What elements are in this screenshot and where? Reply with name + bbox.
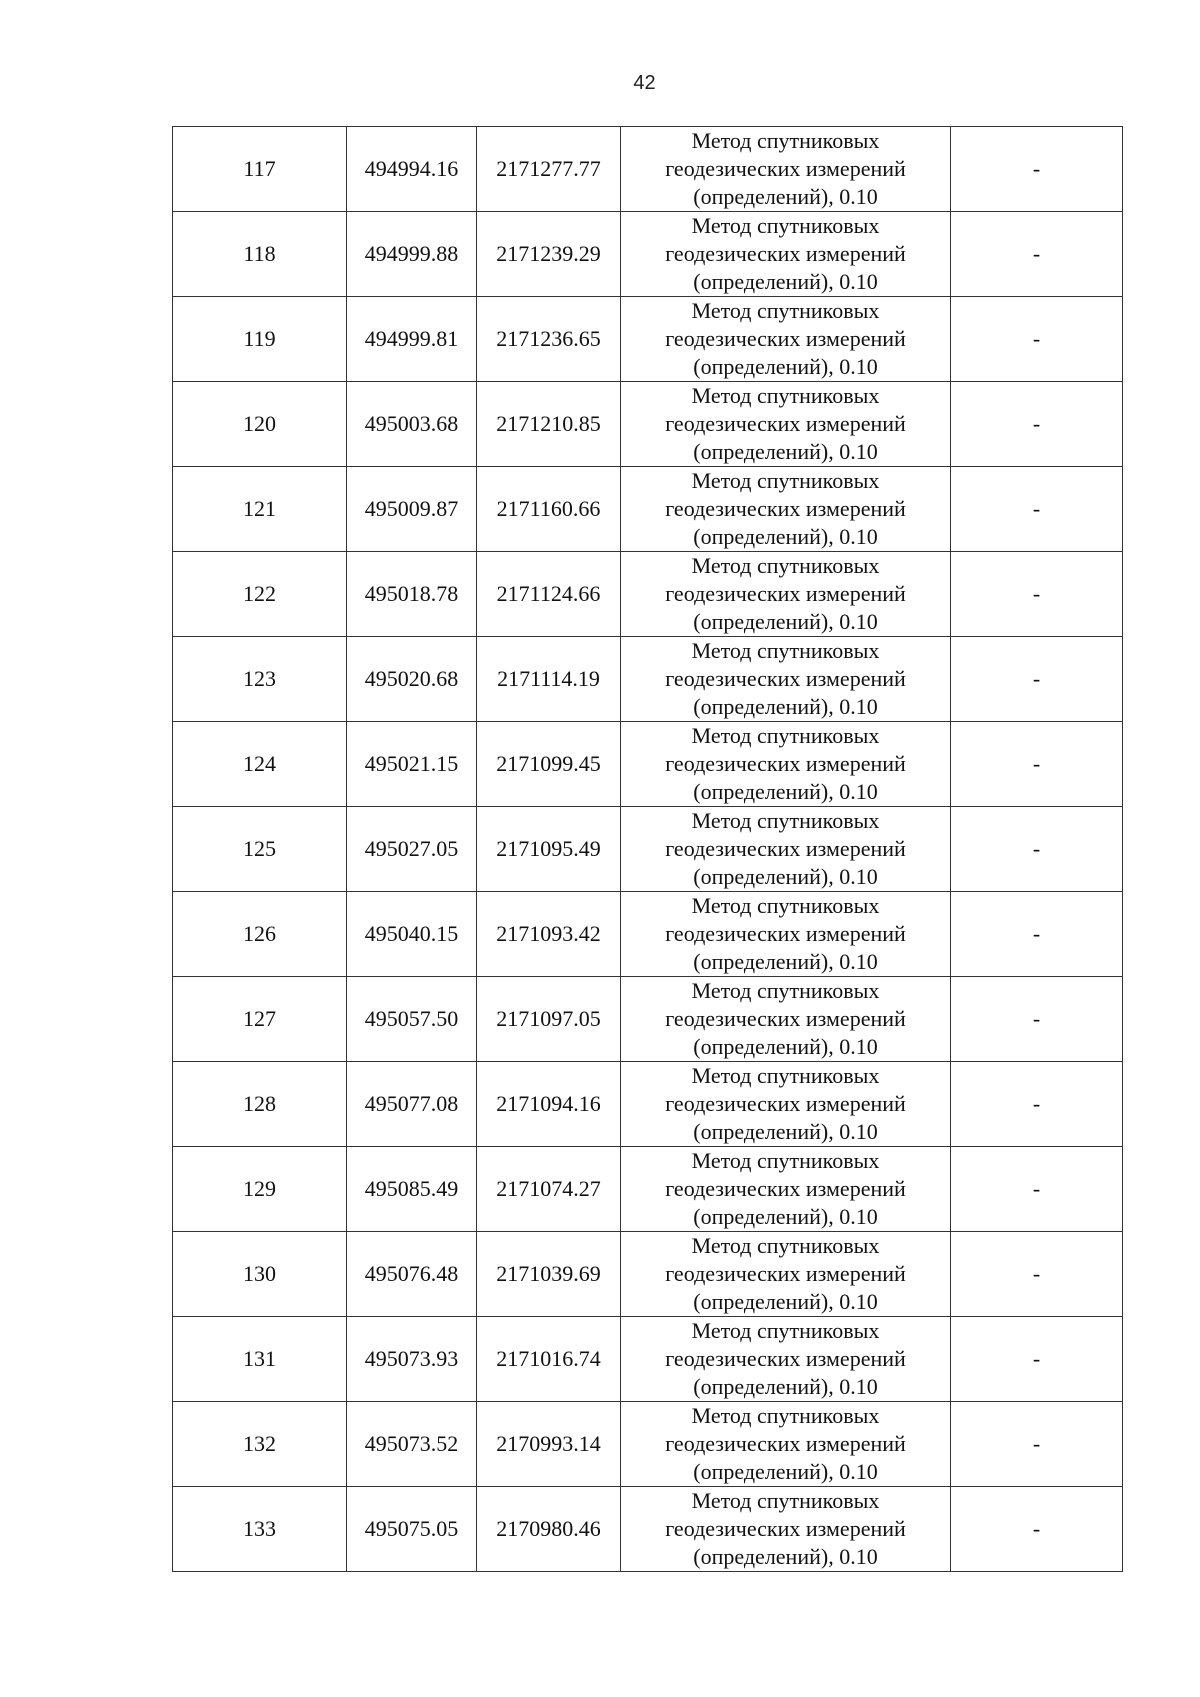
table-row bbox=[173, 467, 1123, 552]
method-text-line: Метод спутниковых bbox=[691, 213, 880, 238]
method-text-line: геодезических измерений bbox=[665, 581, 906, 606]
y-coordinate-cell: 2171016.74 bbox=[477, 1317, 621, 1402]
method-text-line: Метод спутниковых bbox=[691, 383, 880, 408]
table-row bbox=[173, 892, 1123, 977]
point-number-cell: 128 bbox=[173, 1062, 347, 1147]
y-coordinate-cell: 2171210.85 bbox=[477, 382, 621, 467]
method-cell bbox=[621, 552, 951, 637]
y-coordinate-cell: 2171160.66 bbox=[477, 467, 621, 552]
method-cell bbox=[621, 1402, 951, 1487]
method-text-line: Метод спутниковых bbox=[691, 893, 880, 918]
method-text-line: Метод спутниковых bbox=[691, 978, 880, 1003]
point-number-cell: 125 bbox=[173, 807, 347, 892]
method-text-line: геодезических измерений bbox=[665, 156, 906, 181]
method-cell bbox=[621, 637, 951, 722]
description-cell: - bbox=[951, 1147, 1123, 1232]
method-cell bbox=[621, 467, 951, 552]
method-cell bbox=[621, 977, 951, 1062]
coordinates-table bbox=[172, 126, 1123, 1572]
method-text-line: геодезических измерений bbox=[665, 1261, 906, 1286]
table-row bbox=[173, 382, 1123, 467]
description-cell: - bbox=[951, 1402, 1123, 1487]
point-number-cell: 130 bbox=[173, 1232, 347, 1317]
y-coordinate-cell: 2171074.27 bbox=[477, 1147, 621, 1232]
x-coordinate-cell: 495021.15 bbox=[347, 722, 477, 807]
description-cell: - bbox=[951, 212, 1123, 297]
method-text-line: (определений), 0.10 bbox=[693, 609, 878, 634]
method-text-line: геодезических измерений bbox=[665, 1516, 906, 1541]
point-number-cell: 117 bbox=[173, 127, 347, 212]
method-text-line: Метод спутниковых bbox=[691, 808, 880, 833]
method-text-line: (определений), 0.10 bbox=[693, 524, 878, 549]
y-coordinate-cell: 2171099.45 bbox=[477, 722, 621, 807]
method-text-line: геодезических измерений bbox=[665, 836, 906, 861]
point-number-cell: 131 bbox=[173, 1317, 347, 1402]
table-row bbox=[173, 127, 1123, 212]
method-cell bbox=[621, 127, 951, 212]
table-row bbox=[173, 1402, 1123, 1487]
page-number: 42 bbox=[633, 72, 656, 94]
point-number-cell: 120 bbox=[173, 382, 347, 467]
table-row bbox=[173, 1147, 1123, 1232]
point-number-cell: 126 bbox=[173, 892, 347, 977]
method-text-line: (определений), 0.10 bbox=[693, 1034, 878, 1059]
method-text-line: (определений), 0.10 bbox=[693, 864, 878, 889]
method-cell bbox=[621, 212, 951, 297]
description-cell: - bbox=[951, 382, 1123, 467]
method-cell bbox=[621, 1062, 951, 1147]
method-text-line: (определений), 0.10 bbox=[693, 1289, 878, 1314]
method-text-line: Метод спутниковых bbox=[691, 128, 880, 153]
method-text-line: Метод спутниковых bbox=[691, 638, 880, 663]
method-text-line: Метод спутниковых bbox=[691, 1148, 880, 1173]
method-text-line: (определений), 0.10 bbox=[693, 1204, 878, 1229]
method-text-line: геодезических измерений bbox=[665, 1091, 906, 1116]
table-row bbox=[173, 637, 1123, 722]
method-cell bbox=[621, 1147, 951, 1232]
table-row bbox=[173, 977, 1123, 1062]
table-row bbox=[173, 1062, 1123, 1147]
method-text-line: геодезических измерений bbox=[665, 1346, 906, 1371]
method-text-line: (определений), 0.10 bbox=[693, 1544, 878, 1569]
y-coordinate-cell: 2171239.29 bbox=[477, 212, 621, 297]
description-cell: - bbox=[951, 467, 1123, 552]
table-row bbox=[173, 212, 1123, 297]
method-text-line: (определений), 0.10 bbox=[693, 1459, 878, 1484]
y-coordinate-cell: 2171124.66 bbox=[477, 552, 621, 637]
method-text-line: Метод спутниковых bbox=[691, 298, 880, 323]
table-row bbox=[173, 552, 1123, 637]
x-coordinate-cell: 495076.48 bbox=[347, 1232, 477, 1317]
method-text-line: (определений), 0.10 bbox=[693, 694, 878, 719]
y-coordinate-cell: 2171236.65 bbox=[477, 297, 621, 382]
method-cell bbox=[621, 1232, 951, 1317]
y-coordinate-cell: 2170993.14 bbox=[477, 1402, 621, 1487]
x-coordinate-cell: 495018.78 bbox=[347, 552, 477, 637]
y-coordinate-cell: 2171114.19 bbox=[477, 637, 621, 722]
description-cell: - bbox=[951, 892, 1123, 977]
point-number-cell: 119 bbox=[173, 297, 347, 382]
point-number-cell: 127 bbox=[173, 977, 347, 1062]
point-number-cell: 123 bbox=[173, 637, 347, 722]
method-text-line: Метод спутниковых bbox=[691, 1488, 880, 1513]
point-number-cell: 118 bbox=[173, 212, 347, 297]
method-text-line: (определений), 0.10 bbox=[693, 779, 878, 804]
description-cell: - bbox=[951, 127, 1123, 212]
y-coordinate-cell: 2171097.05 bbox=[477, 977, 621, 1062]
method-text-line: геодезических измерений bbox=[665, 326, 906, 351]
table-row bbox=[173, 1317, 1123, 1402]
method-cell bbox=[621, 1487, 951, 1572]
method-text-line: Метод спутниковых bbox=[691, 1403, 880, 1428]
point-number-cell: 121 bbox=[173, 467, 347, 552]
x-coordinate-cell: 495073.52 bbox=[347, 1402, 477, 1487]
method-text-line: геодезических измерений bbox=[665, 241, 906, 266]
point-number-cell: 122 bbox=[173, 552, 347, 637]
point-number-cell: 124 bbox=[173, 722, 347, 807]
description-cell: - bbox=[951, 977, 1123, 1062]
description-cell: - bbox=[951, 552, 1123, 637]
method-text-line: (определений), 0.10 bbox=[693, 354, 878, 379]
method-text-line: геодезических измерений bbox=[665, 496, 906, 521]
description-cell: - bbox=[951, 807, 1123, 892]
method-text-line: (определений), 0.10 bbox=[693, 1374, 878, 1399]
x-coordinate-cell: 495040.15 bbox=[347, 892, 477, 977]
x-coordinate-cell: 495075.05 bbox=[347, 1487, 477, 1572]
method-cell bbox=[621, 722, 951, 807]
y-coordinate-cell: 2171093.42 bbox=[477, 892, 621, 977]
y-coordinate-cell: 2171277.77 bbox=[477, 127, 621, 212]
description-cell: - bbox=[951, 722, 1123, 807]
x-coordinate-cell: 494999.81 bbox=[347, 297, 477, 382]
x-coordinate-cell: 494994.16 bbox=[347, 127, 477, 212]
x-coordinate-cell: 495009.87 bbox=[347, 467, 477, 552]
method-text-line: Метод спутниковых bbox=[691, 723, 880, 748]
point-number-cell: 133 bbox=[173, 1487, 347, 1572]
method-text-line: (определений), 0.10 bbox=[693, 1119, 878, 1144]
description-cell: - bbox=[951, 1232, 1123, 1317]
method-cell bbox=[621, 892, 951, 977]
point-number-cell: 132 bbox=[173, 1402, 347, 1487]
method-text-line: (определений), 0.10 bbox=[693, 269, 878, 294]
method-text-line: геодезических измерений bbox=[665, 1006, 906, 1031]
description-cell: - bbox=[951, 637, 1123, 722]
method-text-line: геодезических измерений bbox=[665, 751, 906, 776]
method-cell bbox=[621, 382, 951, 467]
method-text-line: Метод спутниковых bbox=[691, 468, 880, 493]
table-row bbox=[173, 297, 1123, 382]
coordinates-table-body bbox=[173, 127, 1123, 1572]
method-cell bbox=[621, 1317, 951, 1402]
x-coordinate-cell: 495077.08 bbox=[347, 1062, 477, 1147]
method-text-line: Метод спутниковых bbox=[691, 553, 880, 578]
method-text-line: (определений), 0.10 bbox=[693, 949, 878, 974]
table-row bbox=[173, 1232, 1123, 1317]
table-row bbox=[173, 807, 1123, 892]
method-text-line: геодезических измерений bbox=[665, 921, 906, 946]
y-coordinate-cell: 2171095.49 bbox=[477, 807, 621, 892]
method-text-line: геодезических измерений bbox=[665, 1176, 906, 1201]
description-cell: - bbox=[951, 1487, 1123, 1572]
method-text-line: (определений), 0.10 bbox=[693, 439, 878, 464]
description-cell: - bbox=[951, 1062, 1123, 1147]
x-coordinate-cell: 495020.68 bbox=[347, 637, 477, 722]
table-row bbox=[173, 722, 1123, 807]
description-cell: - bbox=[951, 1317, 1123, 1402]
method-cell bbox=[621, 807, 951, 892]
method-text-line: Метод спутниковых bbox=[691, 1233, 880, 1258]
point-number-cell: 129 bbox=[173, 1147, 347, 1232]
y-coordinate-cell: 2171039.69 bbox=[477, 1232, 621, 1317]
description-cell: - bbox=[951, 297, 1123, 382]
y-coordinate-cell: 2171094.16 bbox=[477, 1062, 621, 1147]
y-coordinate-cell: 2170980.46 bbox=[477, 1487, 621, 1572]
method-text-line: Метод спутниковых bbox=[691, 1318, 880, 1343]
x-coordinate-cell: 495003.68 bbox=[347, 382, 477, 467]
x-coordinate-cell: 495085.49 bbox=[347, 1147, 477, 1232]
method-text-line: геодезических измерений bbox=[665, 666, 906, 691]
x-coordinate-cell: 495073.93 bbox=[347, 1317, 477, 1402]
method-cell bbox=[621, 297, 951, 382]
method-text-line: (определений), 0.10 bbox=[693, 184, 878, 209]
x-coordinate-cell: 495057.50 bbox=[347, 977, 477, 1062]
method-text-line: геодезических измерений bbox=[665, 411, 906, 436]
method-text-line: геодезических измерений bbox=[665, 1431, 906, 1456]
x-coordinate-cell: 494999.88 bbox=[347, 212, 477, 297]
table-row bbox=[173, 1487, 1123, 1572]
method-text-line: Метод спутниковых bbox=[691, 1063, 880, 1088]
x-coordinate-cell: 495027.05 bbox=[347, 807, 477, 892]
